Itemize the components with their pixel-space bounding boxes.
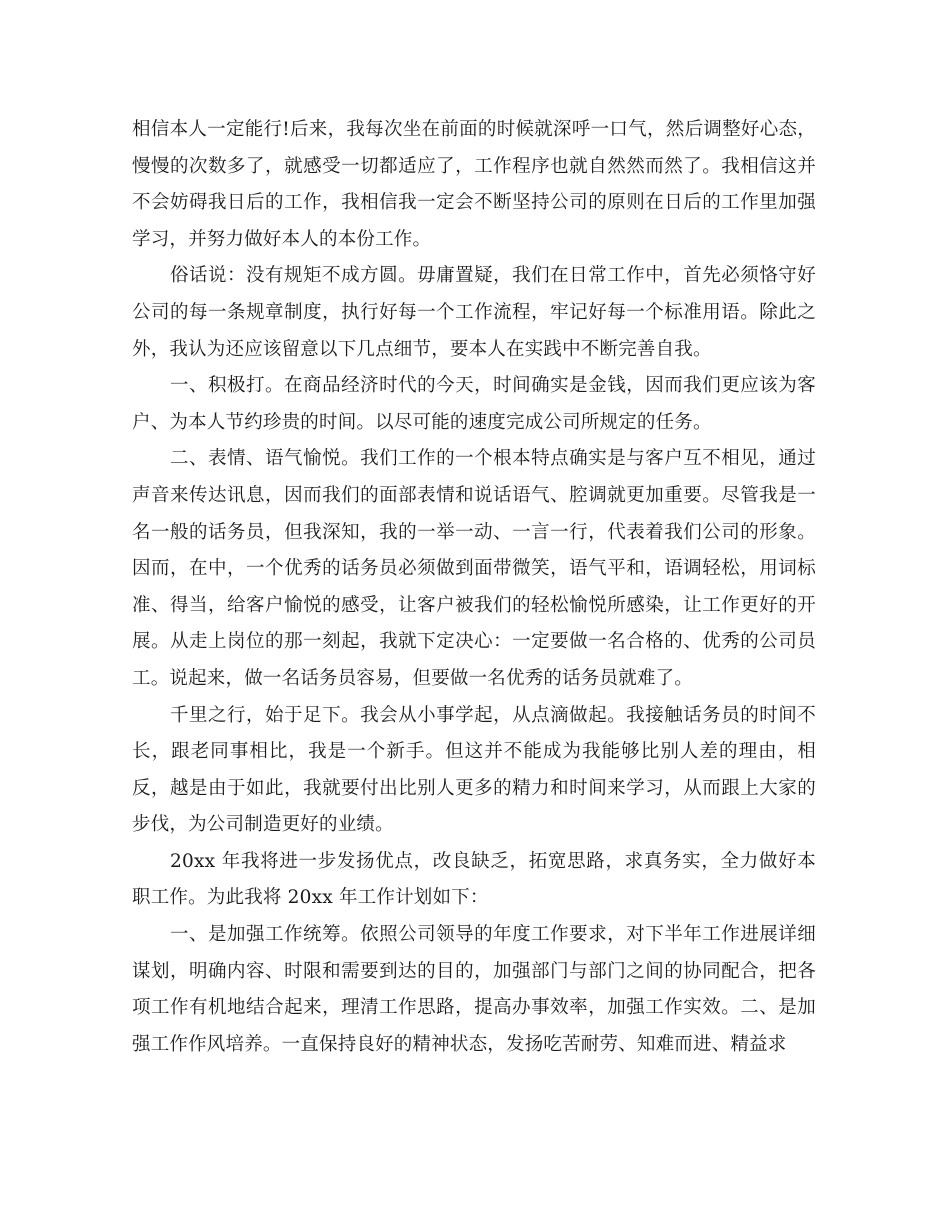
paragraph-7: 一、是加强工作统筹。依照公司领导的年度工作要求，对下半年工作进展详细谋划，明确内容、时限和需要到达的目的，加强部门与部门之间的协同配合，把各项工作有机地结合起来，理清工作思路，提高办事效率，加强工作实效。二、是加强工作作风培养。一直保持良好的精神状态，发扬吃苦耐劳、知难而进、精益求 bbox=[132, 924, 816, 1055]
paragraph-6: 20xx 年我将进一步发扬优点，改良缺乏，拓宽思路，求真务实，全力做好本职工作。为此我将 20xx 年工作计划如下： bbox=[132, 850, 816, 909]
paragraph-4: 二、表情、语气愉悦。我们工作的一个根本特点确实是与客户互不相见，通过声音来传达讯息，因而我们的面部表情和说话语气、腔调就更加重要。尽管我是一名一般的话务员，但我深知，我的一举一动、一言一行，代表着我们公司的形象。因而，在中，一个优秀的话务员必须做到面带微笑，语气平和，语调轻松，用词标准、得当，给客户愉悦的感受，让客户被我们的轻松愉悦所感染，让工作更好的开展。从走上岗位的那一刻起，我就下定决心：一定要做一名合格的、优秀的公司员工。说起来，做一名话务员容易，但要做一名优秀的话务员就难了。 bbox=[132, 448, 816, 689]
paragraph-1: 相信本人一定能行!后来，我每次坐在前面的时候就深呼一口气，然后调整好心态，慢慢的次数多了，就感受一切都适应了，工作程序也就自然然而然了。我相信这并不会妨碍我日后的工作，我相信我一定会不断坚持公司的原则在日后的工作里加强学习，并努力做好本人的本份工作。 bbox=[132, 119, 816, 250]
paragraph-3: 一、积极打。在商品经济时代的今天，时间确实是金钱，因而我们更应该为客户、为本人节约珍贵的时间。以尽可能的速度完成公司所规定的任务。 bbox=[132, 375, 816, 433]
document-body bbox=[132, 112, 816, 1063]
paragraph-2: 俗话说：没有规矩不成方圆。毋庸置疑，我们在日常工作中，首先必须恪守好公司的每一条规章制度，执行好每一个工作流程，牢记好每一个标准用语。除此之外，我认为还应该留意以下几点细节，要本人在实践中不断完善自我。 bbox=[132, 265, 816, 360]
paragraph-5: 千里之行，始于足下。我会从小事学起，从点滴做起。我接触话务员的时间不长，跟老同事相比，我是一个新手。但这并不能成为我能够比别人差的理由，相反，越是由于如此，我就要付出比别人更多的精力和时间来学习，从而跟上大家的步伐，为公司制造更好的业绩。 bbox=[132, 704, 816, 836]
